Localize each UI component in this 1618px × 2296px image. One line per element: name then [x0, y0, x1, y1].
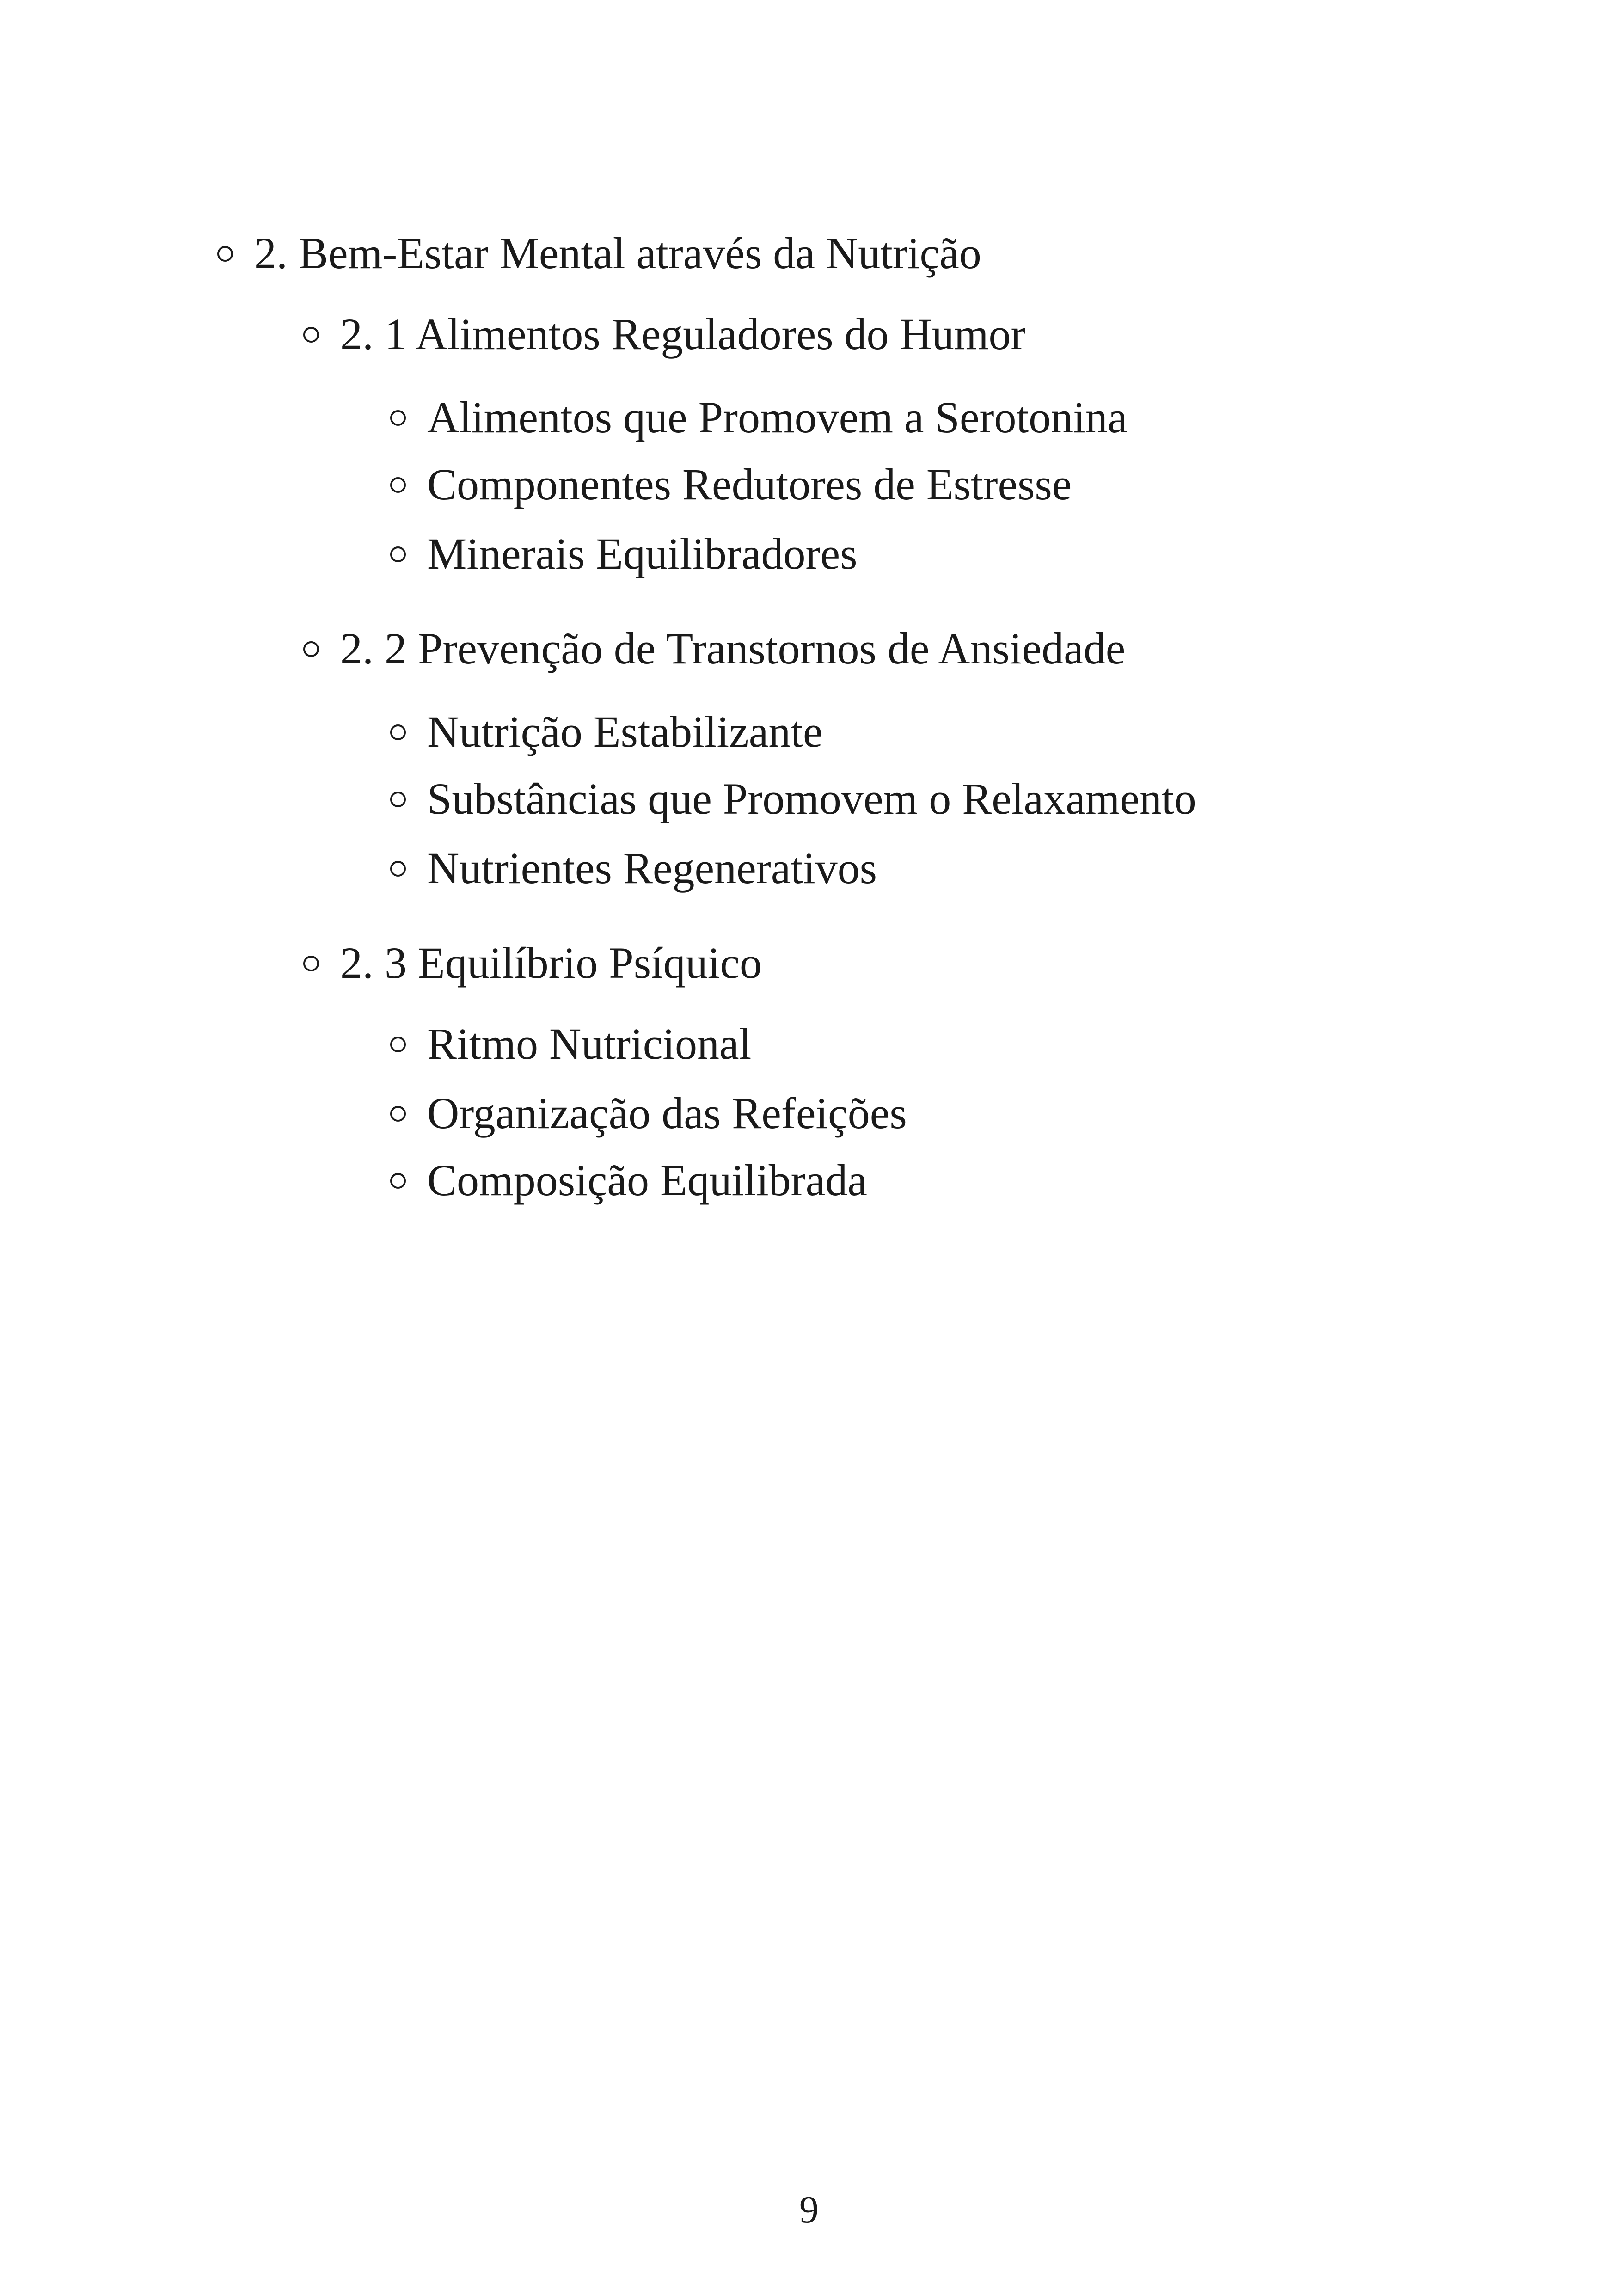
circle-bullet-icon: [303, 327, 319, 343]
circle-bullet-icon: [217, 246, 233, 262]
toc-item: [390, 1155, 867, 1205]
toc-section: [217, 228, 981, 278]
toc-item-label: Organização das Refeições: [427, 1088, 907, 1138]
toc-section-label: 2. Bem-Estar Mental através da Nutrição: [254, 228, 981, 278]
circle-bullet-icon: [390, 792, 406, 807]
toc-item-label: Nutrientes Regenerativos: [427, 843, 877, 893]
toc-subsection-label: 2. 1 Alimentos Reguladores do Humor: [340, 309, 1026, 359]
toc-item: [390, 395, 1127, 440]
circle-bullet-icon: [303, 641, 319, 657]
toc-subsection: [303, 626, 1125, 671]
page-number: 9: [799, 2188, 819, 2231]
toc-item-label: Minerais Equilibradores: [427, 529, 858, 578]
toc-subsection: [303, 309, 1026, 359]
toc-item: [390, 529, 858, 578]
toc-item: [390, 707, 823, 756]
toc-subsection-label: 2. 3 Equilíbrio Psíquico: [340, 938, 762, 988]
toc-item-label: Ritmo Nutricional: [427, 1019, 752, 1068]
toc-item-label: Substâncias que Promovem o Relaxamento: [427, 774, 1196, 823]
toc-item-label: Componentes Redutores de Estresse: [427, 460, 1072, 509]
toc-item: [390, 843, 877, 893]
toc-subsection: [303, 938, 762, 988]
toc-item-label: Composição Equilibrada: [427, 1155, 867, 1205]
circle-bullet-icon: [390, 861, 406, 877]
toc-item-label: Alimentos que Promovem a Serotonina: [427, 393, 1128, 442]
toc-item-label: Nutrição Estabilizante: [427, 707, 823, 756]
toc-subsection-label: 2. 2 Prevenção de Transtornos de Ansiedade: [340, 624, 1126, 673]
circle-bullet-icon: [390, 410, 406, 426]
circle-bullet-icon: [390, 546, 406, 562]
toc-item: [390, 1019, 752, 1068]
circle-bullet-icon: [390, 1173, 406, 1189]
circle-bullet-icon: [390, 1037, 406, 1052]
toc-item: [390, 1088, 907, 1138]
circle-bullet-icon: [303, 956, 319, 971]
circle-bullet-icon: [390, 1106, 406, 1122]
circle-bullet-icon: [390, 724, 406, 740]
toc-item: [390, 462, 1072, 507]
toc-item: [390, 774, 1196, 823]
circle-bullet-icon: [390, 477, 406, 493]
